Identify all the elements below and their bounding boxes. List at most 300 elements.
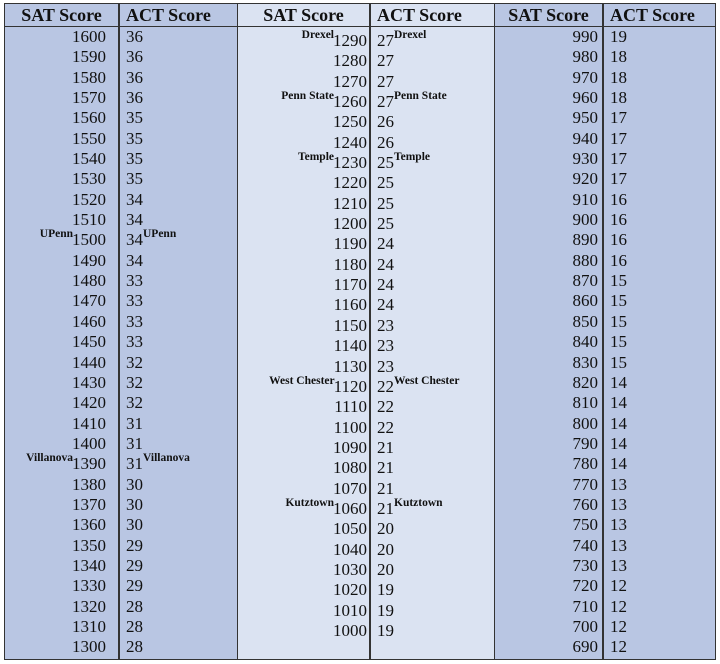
school-label: Drexel (394, 29, 427, 41)
act-score-cell (120, 454, 237, 474)
act-score-value: 25 (377, 214, 394, 234)
act-score-value: 15 (610, 352, 627, 372)
act-score-cell (604, 108, 715, 128)
sat-score-cell (238, 275, 369, 295)
act-score-value: 22 (377, 417, 394, 437)
act-score-value: 28 (126, 637, 143, 657)
act-score-cell (120, 556, 237, 576)
school-label: Drexel (301, 29, 334, 41)
sat-score-value: 780 (572, 454, 598, 474)
sat-score-value: 990 (572, 27, 598, 46)
sat-score-value: 1270 (333, 71, 367, 91)
act-score-value: 33 (126, 332, 143, 352)
sat-score-cell (238, 92, 369, 112)
sat-score-value: 1140 (333, 336, 367, 356)
act-score-cell (120, 312, 237, 332)
sat-score-value: 1040 (333, 539, 367, 559)
sat-score-value: 1570 (72, 88, 106, 108)
act-score-value: 14 (610, 413, 627, 433)
sat-score-value: 1130 (333, 356, 367, 376)
act-score-value: 24 (377, 275, 394, 295)
act-column-1 (119, 4, 237, 659)
act-header: ACT Score (371, 4, 494, 27)
sat-score-value: 1120 (333, 376, 367, 396)
sat-score-cell (5, 515, 118, 535)
sat-score-value: 1540 (72, 149, 106, 169)
act-score-value: 33 (126, 311, 143, 331)
sat-score-cell (495, 414, 602, 434)
act-score-value: 28 (126, 616, 143, 636)
act-score-value: 27 (377, 51, 394, 71)
sat-score-cell (495, 210, 602, 230)
act-score-cell (604, 47, 715, 67)
act-score-cell (604, 68, 715, 88)
act-score-value: 30 (126, 494, 143, 514)
sat-score-value: 1190 (333, 234, 367, 254)
sat-score-value: 1060 (333, 498, 367, 518)
act-score-cell (604, 556, 715, 576)
sat-score-value: 690 (572, 637, 598, 657)
act-score-cell (371, 153, 494, 173)
act-score-value: 36 (126, 47, 143, 67)
act-score-value: 31 (126, 433, 143, 453)
act-score-cell (371, 133, 494, 153)
sat-score-cell (5, 475, 118, 495)
sat-score-cell (495, 251, 602, 271)
act-score-value: 25 (377, 153, 394, 173)
act-score-value: 33 (126, 291, 143, 311)
act-score-cell (120, 373, 237, 393)
act-score-cell (604, 576, 715, 596)
sat-score-value: 1460 (72, 311, 106, 331)
sat-score-value: 1590 (72, 47, 106, 67)
act-score-value: 27 (377, 71, 394, 91)
sat-score-value: 1520 (72, 189, 106, 209)
act-score-value: 30 (126, 515, 143, 535)
sat-score-cell (495, 637, 602, 657)
sat-score-value: 1310 (72, 616, 106, 636)
act-score-cell (604, 414, 715, 434)
sat-score-value: 1080 (333, 458, 367, 478)
sat-score-cell (238, 194, 369, 214)
sat-score-value: 860 (572, 291, 598, 311)
sat-score-value: 1250 (333, 112, 367, 132)
sat-score-cell (495, 434, 602, 454)
school-label: West Chester (269, 374, 335, 387)
sat-score-cell (5, 47, 118, 67)
act-score-value: 34 (126, 210, 143, 230)
act-score-cell (120, 251, 237, 271)
act-score-cell (371, 560, 494, 580)
sat-score-value: 1500 (72, 230, 106, 250)
act-score-value: 33 (126, 271, 143, 291)
act-score-cell (120, 47, 237, 67)
sat-score-value: 1480 (72, 271, 106, 291)
sat-score-value: 1050 (333, 519, 367, 539)
act-score-cell (120, 495, 237, 515)
sat-score-cell (238, 601, 369, 621)
sat-score-cell (495, 169, 602, 189)
sat-column-2 (237, 4, 370, 659)
sat-score-cell (5, 556, 118, 576)
act-score-value: 14 (610, 393, 627, 413)
sat-score-cell (5, 149, 118, 169)
act-score-value: 31 (126, 413, 143, 433)
act-score-cell (120, 108, 237, 128)
sat-score-value: 1510 (72, 210, 106, 230)
act-score-value: 20 (377, 539, 394, 559)
act-score-cell (120, 68, 237, 88)
sat-column-3 (494, 4, 603, 659)
act-score-value: 24 (377, 295, 394, 315)
act-score-value: 25 (377, 173, 394, 193)
sat-score-cell (5, 597, 118, 617)
sat-score-cell (5, 129, 118, 149)
act-score-value: 12 (610, 616, 627, 636)
sat-score-cell (238, 234, 369, 254)
act-score-cell (604, 332, 715, 352)
act-score-cell (604, 230, 715, 250)
act-score-value: 13 (610, 555, 627, 575)
sat-score-cell (238, 336, 369, 356)
sat-score-cell (238, 496, 369, 519)
act-score-value: 35 (126, 149, 143, 169)
act-score-cell (120, 515, 237, 535)
act-score-value: 35 (126, 128, 143, 148)
sat-score-value: 1030 (333, 559, 367, 579)
act-score-cell (371, 458, 494, 478)
act-score-value: 17 (610, 128, 627, 148)
sat-score-cell (238, 112, 369, 132)
act-score-value: 18 (610, 47, 627, 67)
sat-score-cell (5, 88, 118, 108)
sat-score-cell (5, 169, 118, 189)
act-score-value: 36 (126, 88, 143, 108)
sat-score-cell (495, 576, 602, 596)
act-score-cell (371, 601, 494, 621)
sat-score-cell (495, 332, 602, 352)
act-score-cell (371, 316, 494, 336)
sat-score-value: 910 (572, 189, 598, 209)
sat-score-cell (495, 271, 602, 291)
act-score-value: 16 (610, 210, 627, 230)
sat-score-cell (238, 31, 369, 51)
act-score-value: 24 (377, 254, 394, 274)
act-score-value: 27 (377, 31, 394, 50)
act-score-cell (604, 353, 715, 373)
sat-score-cell (495, 149, 602, 169)
sat-score-cell (5, 190, 118, 210)
sat-score-cell (238, 173, 369, 193)
sat-score-cell (495, 312, 602, 332)
act-score-cell (371, 519, 494, 539)
sat-score-value: 920 (572, 169, 598, 189)
act-score-cell (120, 617, 237, 637)
act-score-cell (371, 194, 494, 214)
act-score-cell (120, 536, 237, 556)
sat-score-cell (495, 291, 602, 311)
sat-score-value: 1240 (333, 132, 367, 152)
sat-score-value: 1320 (72, 596, 106, 616)
sat-score-value: 1290 (333, 31, 367, 50)
sat-score-value: 880 (572, 250, 598, 270)
act-score-value: 18 (610, 67, 627, 87)
sat-score-value: 770 (572, 474, 598, 494)
act-score-cell (371, 374, 494, 397)
sat-score-cell (495, 68, 602, 88)
act-score-value: 17 (610, 169, 627, 189)
sat-score-value: 1340 (72, 555, 106, 575)
sat-score-value: 1100 (333, 417, 367, 437)
sat-score-value: 1020 (333, 580, 367, 600)
act-column-2 (370, 4, 494, 659)
sat-header: SAT Score (495, 4, 602, 27)
sat-score-cell (5, 373, 118, 393)
sat-score-value: 1220 (333, 173, 367, 193)
act-score-value: 35 (126, 108, 143, 128)
act-score-cell (120, 291, 237, 311)
sat-score-cell (238, 560, 369, 580)
act-score-cell (371, 92, 494, 112)
sat-score-cell (5, 291, 118, 311)
act-score-cell (120, 414, 237, 434)
act-score-value: 35 (126, 169, 143, 189)
act-score-value: 25 (377, 193, 394, 213)
act-score-value: 29 (126, 535, 143, 555)
sat-score-value: 1000 (333, 620, 367, 640)
sat-score-cell (238, 540, 369, 560)
sat-score-value: 1260 (333, 92, 367, 112)
act-score-value: 17 (610, 108, 627, 128)
sat-score-cell (238, 255, 369, 275)
act-score-cell (604, 129, 715, 149)
sat-score-value: 970 (572, 67, 598, 87)
act-score-cell (371, 112, 494, 132)
sat-score-cell (238, 458, 369, 478)
act-score-cell (604, 271, 715, 291)
act-score-cell (120, 637, 237, 657)
act-score-value: 23 (377, 336, 394, 356)
sat-score-cell (5, 454, 118, 474)
sat-score-cell (5, 108, 118, 128)
sat-score-cell (238, 374, 369, 397)
act-score-value: 16 (610, 189, 627, 209)
act-score-cell (604, 536, 715, 556)
act-score-value: 14 (610, 454, 627, 474)
sat-score-cell (238, 214, 369, 234)
act-score-value: 19 (377, 620, 394, 640)
sat-score-value: 1400 (72, 433, 106, 453)
sat-score-cell (5, 576, 118, 596)
act-score-value: 20 (377, 519, 394, 539)
act-score-cell (371, 621, 494, 641)
sat-score-cell (5, 27, 118, 47)
sat-score-cell (5, 637, 118, 657)
sat-score-value: 730 (572, 555, 598, 575)
sat-score-cell (495, 108, 602, 128)
act-score-cell (371, 496, 494, 519)
act-score-value: 15 (610, 291, 627, 311)
sat-score-value: 800 (572, 413, 598, 433)
act-score-value: 15 (610, 271, 627, 291)
sat-score-value: 820 (572, 372, 598, 392)
act-score-value: 14 (610, 433, 627, 453)
school-label: Penn State (281, 90, 334, 103)
act-score-cell (120, 88, 237, 108)
act-score-cell (120, 129, 237, 149)
sat-score-cell (495, 454, 602, 474)
act-score-value: 13 (610, 515, 627, 535)
sat-score-cell (238, 397, 369, 417)
act-score-value: 23 (377, 315, 394, 335)
school-label: Villanova (143, 452, 190, 465)
sat-score-value: 1150 (333, 315, 367, 335)
act-score-cell (371, 418, 494, 438)
act-score-value: 34 (126, 230, 143, 250)
sat-score-value: 1200 (333, 214, 367, 234)
act-score-value: 15 (610, 311, 627, 331)
act-score-cell (371, 580, 494, 600)
sat-score-value: 1350 (72, 535, 106, 555)
act-score-cell (120, 332, 237, 352)
school-label: Temple (298, 151, 334, 164)
act-score-value: 23 (377, 356, 394, 376)
school-label: Villanova (26, 452, 73, 465)
sat-score-cell (495, 617, 602, 637)
act-score-value: 19 (377, 600, 394, 620)
act-score-value: 13 (610, 535, 627, 555)
sat-score-value: 1160 (333, 295, 367, 315)
school-label: Kutztown (394, 496, 443, 509)
sat-score-value: 760 (572, 494, 598, 514)
sat-score-value: 1490 (72, 250, 106, 270)
act-score-value: 21 (377, 458, 394, 478)
act-score-cell (371, 173, 494, 193)
sat-score-cell (5, 68, 118, 88)
act-score-cell (604, 312, 715, 332)
sat-header: SAT Score (238, 4, 369, 27)
act-header: ACT Score (604, 4, 715, 27)
act-score-value: 27 (377, 92, 394, 112)
act-score-cell (371, 336, 494, 356)
sat-score-value: 740 (572, 535, 598, 555)
act-score-value: 19 (610, 27, 627, 46)
sat-score-cell (495, 353, 602, 373)
sat-act-conversion-table (4, 3, 716, 660)
sat-score-value: 1070 (333, 478, 367, 498)
sat-score-value: 1550 (72, 128, 106, 148)
sat-score-cell (495, 27, 602, 47)
sat-score-value: 1380 (72, 474, 106, 494)
act-score-value: 32 (126, 372, 143, 392)
sat-score-value: 700 (572, 616, 598, 636)
act-score-cell (604, 169, 715, 189)
sat-score-value: 870 (572, 271, 598, 291)
act-score-cell (371, 275, 494, 295)
sat-score-cell (495, 495, 602, 515)
sat-score-cell (495, 88, 602, 108)
sat-score-value: 1230 (333, 153, 367, 173)
sat-score-cell (495, 536, 602, 556)
act-score-cell (604, 454, 715, 474)
sat-score-cell (5, 617, 118, 637)
act-score-value: 16 (610, 230, 627, 250)
act-score-value: 13 (610, 474, 627, 494)
act-score-cell (371, 51, 494, 71)
sat-score-value: 1410 (72, 413, 106, 433)
act-score-value: 21 (377, 437, 394, 457)
sat-score-value: 1170 (333, 275, 367, 295)
act-score-cell (120, 149, 237, 169)
sat-score-value: 1210 (333, 193, 367, 213)
sat-score-value: 1450 (72, 332, 106, 352)
sat-score-cell (495, 47, 602, 67)
act-score-value: 29 (126, 555, 143, 575)
act-score-cell (604, 597, 715, 617)
sat-score-cell (238, 418, 369, 438)
sat-score-value: 1420 (72, 393, 106, 413)
act-score-value: 24 (377, 234, 394, 254)
act-score-cell (371, 295, 494, 315)
act-header: ACT Score (120, 4, 237, 27)
sat-score-cell (5, 495, 118, 515)
act-score-cell (371, 255, 494, 275)
sat-score-value: 1440 (72, 352, 106, 372)
sat-score-cell (238, 621, 369, 641)
sat-score-value: 1560 (72, 108, 106, 128)
sat-score-cell (5, 271, 118, 291)
sat-score-value: 1110 (334, 397, 367, 417)
sat-score-value: 950 (572, 108, 598, 128)
act-score-value: 19 (377, 580, 394, 600)
sat-score-value: 1470 (72, 291, 106, 311)
act-score-cell (604, 88, 715, 108)
sat-score-cell (238, 580, 369, 600)
school-label: UPenn (143, 228, 177, 241)
sat-score-cell (238, 295, 369, 315)
act-score-value: 14 (610, 372, 627, 392)
act-score-cell (604, 210, 715, 230)
act-column-3 (603, 4, 715, 659)
sat-score-cell (5, 414, 118, 434)
sat-score-cell (238, 316, 369, 336)
school-label: Penn State (394, 90, 447, 103)
act-score-cell (120, 190, 237, 210)
sat-score-cell (5, 312, 118, 332)
act-score-value: 21 (377, 478, 394, 498)
act-score-cell (604, 291, 715, 311)
sat-score-value: 1180 (333, 254, 367, 274)
act-score-value: 18 (610, 88, 627, 108)
school-label: UPenn (39, 228, 73, 241)
sat-score-cell (495, 475, 602, 495)
act-score-cell (120, 393, 237, 413)
act-score-cell (371, 234, 494, 254)
sat-score-value: 710 (572, 596, 598, 616)
act-score-value: 16 (610, 250, 627, 270)
act-score-value: 20 (377, 559, 394, 579)
sat-score-cell (5, 353, 118, 373)
sat-score-cell (238, 153, 369, 173)
act-score-cell (120, 353, 237, 373)
act-score-value: 32 (126, 352, 143, 372)
act-score-value: 12 (610, 596, 627, 616)
act-score-value: 12 (610, 576, 627, 596)
sat-score-cell (5, 230, 118, 250)
act-score-cell (604, 393, 715, 413)
act-score-cell (604, 434, 715, 454)
sat-score-value: 960 (572, 88, 598, 108)
